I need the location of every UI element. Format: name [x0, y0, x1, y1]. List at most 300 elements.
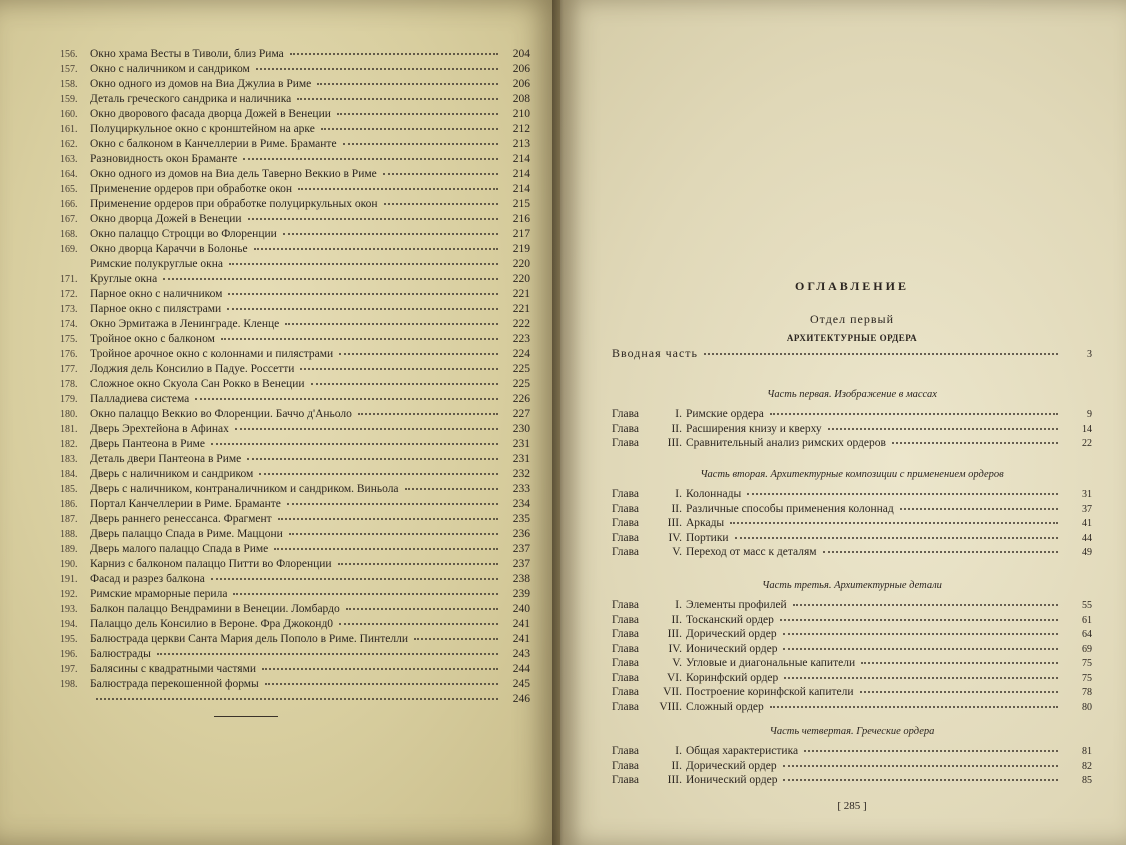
chapter-numeral: III. [667, 437, 682, 449]
chapter-label: Глава [612, 488, 640, 500]
chapter-numeral: III. [667, 774, 682, 786]
dot-leader [414, 637, 498, 640]
chapter-page: 75 [1082, 672, 1092, 684]
figure-page: 241 [512, 618, 530, 630]
chapter-title: Дорический ордер [686, 628, 777, 640]
chapter-label: Глава [612, 408, 640, 420]
figure-title: Балюстрады [90, 648, 151, 660]
chapter-page: 44 [1082, 532, 1092, 544]
figure-title: Римские мраморные перила [90, 588, 228, 600]
chapter-label: Глава [612, 671, 640, 684]
dot-leader [828, 427, 1058, 430]
chapter-label: Глава [612, 745, 640, 757]
figure-number: 174. [60, 319, 78, 330]
division-title: Отдел первый [809, 312, 895, 326]
figure-row [60, 377, 530, 392]
chapter-numeral: I. [675, 599, 682, 611]
figure-row [60, 257, 530, 272]
dot-leader [227, 307, 498, 310]
chapter-title: Сложный ордер [686, 700, 764, 713]
figure-title: Дверь малого палаццо Спада в Риме [90, 543, 269, 555]
figure-row [60, 272, 530, 287]
figure-title: Применение ордеров при обработке полуциркульных окон [90, 198, 378, 210]
chapter-label: Глава [612, 437, 640, 449]
chapter-title: Сравнительный анализ римских ордеров [686, 437, 886, 449]
figure-number: 160. [60, 109, 78, 120]
figure-row [60, 527, 530, 542]
figure-title: Деталь греческого сандрика и наличника [90, 93, 292, 105]
figure-row [60, 632, 530, 647]
chapter-page: 37 [1082, 503, 1092, 515]
figure-title: Окно одного из домов на Виа Джулиа в Риме [90, 78, 312, 90]
dot-leader [297, 97, 498, 100]
figure-number: 176. [60, 349, 78, 360]
chapter-numeral: V. [672, 657, 682, 669]
chapter-title: Коринфский ордер [686, 671, 779, 684]
chapter-label: Глава [612, 613, 640, 626]
dot-leader [730, 521, 1058, 524]
figure-title: Разновидность окон Браманте [90, 153, 238, 165]
chapter-title: Угловые и диагональные капители [686, 657, 856, 669]
toc-chapter-row [612, 744, 1092, 759]
toc-chapter-row [612, 502, 1092, 517]
figure-title: Палаццо дель Консилио в Вероне. Фра Джоконд0 [90, 618, 334, 630]
dot-leader [247, 457, 498, 460]
figure-number: 184. [60, 469, 78, 480]
chapter-title: Общая характеристика [686, 745, 799, 757]
chapter-numeral: IV. [668, 642, 682, 655]
dot-leader [783, 647, 1058, 650]
figure-row [60, 692, 530, 707]
figure-number: 163. [60, 154, 78, 165]
chapter-page: 14 [1082, 423, 1092, 435]
figure-page: 231 [512, 453, 530, 465]
figure-number: 193. [60, 604, 78, 615]
figure-page: 235 [512, 513, 530, 525]
figure-row [60, 392, 530, 407]
figure-page: 213 [512, 138, 530, 150]
figure-number: 164. [60, 169, 78, 180]
figure-number: 181. [60, 424, 78, 435]
figure-page: 246 [512, 693, 530, 705]
dot-leader [860, 690, 1059, 693]
figure-number: 162. [60, 139, 78, 150]
figure-title: Окно дворового фасада дворца Дожей в Венеции [90, 108, 331, 120]
figure-title: Применение ордеров при обработке окон [90, 183, 293, 195]
chapter-page: 85 [1082, 775, 1092, 786]
figure-title: Парное окно с наличником [90, 288, 223, 300]
chapter-label: Глава [612, 422, 640, 435]
chapter-label: Глава [612, 628, 640, 640]
chapter-title: Расширения книзу и кверху [686, 422, 822, 435]
chapter-numeral: V. [672, 546, 682, 558]
chapter-label: Глава [612, 700, 640, 713]
subdivision-title: АРХИТЕКТУРНЫЕ ОРДЕРА [786, 333, 918, 343]
dot-leader [892, 441, 1058, 444]
figure-title: Парное окно с пилястрами [90, 303, 222, 315]
figure-page: 221 [512, 288, 530, 300]
chapter-title: Элементы профилей [686, 599, 787, 611]
figure-row [60, 602, 530, 617]
figure-title: Окно дворца Дожей в Венеции [90, 213, 242, 225]
toc-chapter-row [612, 627, 1092, 642]
chapter-label: Глава [612, 517, 640, 529]
dot-leader [704, 352, 1058, 355]
dot-leader [339, 622, 498, 625]
figure-row [60, 287, 530, 302]
chapter-numeral: II. [671, 613, 682, 626]
toc-chapter-row [612, 700, 1092, 715]
toc-intro-row [612, 346, 1092, 362]
chapter-page: 41 [1082, 518, 1092, 529]
dot-leader [784, 676, 1058, 679]
figure-title: Тройное арочное окно с колоннами и пилястрами [90, 348, 334, 360]
chapter-numeral: I. [675, 488, 682, 500]
figure-number: 182. [60, 439, 78, 450]
figure-row [60, 197, 530, 212]
figure-title: Окно Эрмитажа в Ленинграде. Кленце [90, 318, 280, 330]
figure-row [60, 467, 530, 482]
toc-chapter-row [612, 656, 1092, 671]
figure-page: 216 [512, 213, 530, 225]
figure-row [60, 317, 530, 332]
figure-page: 234 [512, 498, 530, 510]
toc-chapter-row [612, 487, 1092, 502]
dot-leader [262, 667, 498, 670]
chapter-label: Глава [612, 599, 640, 611]
figure-page: 223 [512, 333, 530, 345]
dot-leader [228, 292, 498, 295]
figure-number: 177. [60, 364, 78, 375]
dot-leader [405, 487, 498, 490]
dot-leader [804, 749, 1058, 752]
figure-page: 245 [512, 678, 530, 690]
chapter-title: Дорический ордер [686, 759, 777, 772]
dot-leader [321, 127, 498, 130]
dot-leader [783, 764, 1058, 767]
figure-title: Окно храма Весты в Тиволи, близ Рима [90, 48, 284, 60]
chapter-title: Колоннады [686, 488, 742, 500]
chapter-page: 31 [1082, 489, 1092, 500]
chapter-title: Римские ордера [686, 408, 764, 420]
figure-page: 220 [512, 273, 530, 285]
figure-row [60, 302, 530, 317]
chapter-title: Различные способы применения колоннад [686, 502, 894, 515]
figure-page: 219 [512, 243, 530, 255]
figure-number: 180. [60, 409, 78, 420]
figure-title: Римские полукруглые окна [90, 258, 224, 270]
figure-number: 166. [60, 199, 78, 210]
dot-leader [780, 618, 1058, 621]
dot-leader [254, 247, 498, 250]
figure-page: 214 [512, 153, 530, 165]
chapter-label: Глава [612, 759, 640, 772]
chapter-label: Глава [612, 686, 640, 698]
toc-chapter-row [612, 613, 1092, 628]
figure-row [60, 227, 530, 242]
figure-title: Балясины с квадратными частями [90, 663, 257, 675]
figure-page: 212 [512, 123, 530, 135]
chapter-page: 55 [1082, 600, 1092, 611]
figure-number: 183. [60, 454, 78, 465]
chapter-page: 78 [1082, 687, 1092, 698]
dot-leader [259, 472, 498, 475]
figure-title: Дверь Пантеона в Риме [90, 438, 205, 450]
chapter-label: Глава [612, 642, 640, 655]
figure-number: 159. [60, 94, 78, 105]
figure-page: 240 [512, 603, 530, 615]
figure-title: Окно одного из домов на Виа дель Таверно Веккио в Риме [90, 168, 377, 180]
figure-number: 168. [60, 229, 78, 240]
dot-leader [900, 507, 1058, 510]
figure-row [60, 152, 530, 167]
dot-leader [235, 427, 498, 430]
dot-leader [783, 632, 1058, 635]
figure-number: 189. [60, 544, 78, 555]
figure-title: Портал Канчеллерии в Риме. Браманте [90, 498, 281, 510]
figure-page: 206 [512, 63, 530, 75]
chapter-numeral: II. [671, 759, 682, 772]
figure-page: 236 [512, 528, 530, 540]
dot-leader [285, 322, 498, 325]
figure-title: Окно палаццо Строцци во Флоренции [90, 228, 277, 240]
chapter-label: Глава [612, 657, 640, 669]
figure-title: Окно палаццо Веккио во Флоренции. Баччо д'Аньоло [90, 408, 352, 420]
figure-row [60, 347, 530, 362]
figure-number: 167. [60, 214, 78, 225]
dot-leader [265, 682, 498, 685]
figure-title: Тройное окно с балконом [90, 333, 215, 345]
chapter-numeral: I. [675, 408, 682, 420]
chapter-numeral: IV. [668, 531, 682, 544]
part-title: Часть первая. Изображение в массах [767, 389, 937, 400]
figure-number: 196. [60, 649, 78, 660]
figure-page: 217 [512, 228, 530, 240]
dot-leader [233, 592, 498, 595]
dot-leader [248, 217, 498, 220]
chapter-page: 49 [1082, 547, 1092, 558]
dot-leader [861, 661, 1058, 664]
figure-title: Деталь двери Пантеона в Риме [90, 453, 242, 465]
toc-heading: ОГЛАВЛЕНИЕ [795, 279, 909, 293]
figure-title: Дверь с наличником, контраналичником и сандриком. Виньола [90, 483, 399, 495]
chapter-title: Ионический ордер [686, 642, 778, 655]
figure-row [60, 122, 530, 137]
dot-leader [793, 603, 1058, 606]
toc-chapter-row [612, 671, 1092, 686]
chapter-title: Переход от масс к деталям [686, 546, 817, 558]
toc-intro-title: Вводная часть [612, 346, 699, 360]
toc-intro-page: 3 [1087, 349, 1092, 360]
figure-row [60, 362, 530, 377]
figure-page: 226 [512, 393, 530, 405]
figure-number: 158. [60, 79, 78, 90]
figure-row [60, 677, 530, 692]
figure-title: Балюстрада церкви Санта Мария дель Пополо в Риме. Пинтелли [90, 633, 408, 645]
chapter-numeral: VI. [666, 671, 682, 684]
figure-page: 225 [512, 378, 530, 390]
part-title: Часть четвертая. Греческие ордера [769, 726, 935, 737]
chapter-page: 75 [1082, 658, 1092, 669]
figure-number: 190. [60, 559, 78, 570]
figure-list [60, 47, 530, 707]
figure-row [60, 92, 530, 107]
figure-number: 165. [60, 184, 78, 195]
chapter-page: 64 [1082, 629, 1092, 640]
figure-title: Балкон палаццо Вендрамини в Венеции. Ломбардо [90, 603, 340, 615]
dot-leader [243, 157, 498, 160]
dot-leader [289, 532, 498, 535]
figure-page: 220 [512, 258, 530, 270]
figure-page: 222 [512, 318, 530, 330]
chapter-title: Построение коринфской капители [686, 686, 854, 698]
figure-row [60, 107, 530, 122]
left-page [0, 0, 560, 845]
figure-number: 188. [60, 529, 78, 540]
figure-number: 178. [60, 379, 78, 390]
figure-row [60, 557, 530, 572]
figure-number: 179. [60, 394, 78, 405]
figure-number: 187. [60, 514, 78, 525]
chapter-title: Аркады [686, 517, 725, 529]
dot-leader [163, 277, 498, 280]
chapter-numeral: III. [667, 628, 682, 640]
figure-page: 243 [512, 648, 530, 660]
dot-leader [337, 112, 498, 115]
figure-page: 214 [512, 183, 530, 195]
chapter-title: Тосканский ордер [686, 613, 774, 626]
chapter-page: 69 [1082, 643, 1092, 655]
toc-chapter-row [612, 531, 1092, 546]
figure-number: 156. [60, 49, 78, 60]
figure-page: 221 [512, 303, 530, 315]
figure-page: 208 [512, 93, 530, 105]
figure-page: 244 [512, 663, 530, 675]
dot-leader [338, 562, 498, 565]
figure-title: Окно с балконом в Канчеллерии в Риме. Браманте [90, 138, 337, 150]
figure-page: 239 [512, 588, 530, 600]
figure-row [60, 167, 530, 182]
figure-title: Круглые окна [90, 273, 158, 285]
figure-page: 227 [512, 408, 530, 420]
figure-title: Палладиева система [90, 393, 190, 405]
chapter-page: 9 [1087, 409, 1092, 420]
figure-page: 210 [512, 108, 530, 120]
toc-chapter-row [612, 642, 1092, 657]
dot-leader [283, 232, 498, 235]
figure-row [60, 422, 530, 437]
chapter-numeral: VII. [663, 686, 682, 698]
dot-leader [317, 82, 498, 85]
figure-page: 238 [512, 573, 530, 585]
figure-page: 241 [512, 633, 530, 645]
figure-row [60, 182, 530, 197]
figure-title: Дверь с наличником и сандриком [90, 468, 254, 480]
figure-row [60, 137, 530, 152]
figure-title: Дверь Эрехтейона в Афинах [90, 423, 229, 435]
figure-row [60, 482, 530, 497]
toc-chapter-row [612, 407, 1092, 422]
figure-page: 237 [512, 543, 530, 555]
dot-leader [783, 778, 1058, 781]
part-title: Часть третья. Архитектурные детали [762, 580, 942, 591]
figure-row [60, 452, 530, 467]
figure-title: Дверь палаццо Спада в Риме. Маццони [90, 528, 283, 540]
dot-leader [311, 382, 498, 385]
figure-page: 233 [512, 483, 530, 495]
figure-row [60, 47, 530, 62]
dot-leader [195, 397, 498, 400]
dot-leader [256, 67, 498, 70]
figure-number: 161. [60, 124, 78, 135]
figure-number: 194. [60, 619, 78, 630]
dot-leader [211, 442, 498, 445]
dot-leader [298, 187, 498, 190]
dot-leader [747, 492, 1058, 495]
dot-leader [823, 550, 1058, 553]
figure-row [60, 497, 530, 512]
figure-title: Полуциркульное окно с кронштейном на арке [90, 123, 315, 135]
figure-number: 172. [60, 289, 78, 300]
figure-page: 214 [512, 168, 530, 180]
figure-title: Фасад и разрез балкона [90, 573, 205, 585]
figure-title: Карниз с балконом палаццо Питти во Флоренции [90, 558, 332, 570]
dot-leader [274, 547, 498, 550]
chapter-label: Глава [612, 502, 640, 515]
figure-title: Окно дворца Караччи в Болонье [90, 243, 248, 255]
figure-title: Лоджия дель Консилио в Падуе. Россетти [90, 363, 295, 375]
figure-page: 206 [512, 78, 530, 90]
figure-title: Окно с наличником и сандриком [90, 63, 250, 75]
toc-chapter-row [612, 759, 1092, 774]
figure-number: 191. [60, 574, 78, 585]
toc-chapter-row [612, 422, 1092, 437]
toc-chapter-row [612, 598, 1092, 613]
page-folio: [ 285 ] [837, 800, 867, 812]
figure-number: 169. [60, 244, 78, 255]
figure-title: Сложное окно Скуола Сан Рокко в Венеции [90, 378, 305, 390]
dot-leader [770, 705, 1058, 708]
dot-leader [770, 412, 1058, 415]
figure-page: 225 [512, 363, 530, 375]
dot-leader [358, 412, 498, 415]
figure-number: 173. [60, 304, 78, 315]
dot-leader [278, 517, 498, 520]
figure-row [60, 212, 530, 227]
chapter-numeral: I. [675, 745, 682, 757]
toc-chapter-row [612, 516, 1092, 531]
figure-page: 204 [512, 48, 530, 60]
figure-row [60, 62, 530, 77]
chapter-page: 82 [1082, 760, 1092, 772]
toc-chapter-row [612, 436, 1092, 451]
chapter-title: Портики [686, 531, 729, 544]
chapter-label: Глава [612, 531, 640, 544]
dot-leader [384, 202, 498, 205]
figure-number: 197. [60, 664, 78, 675]
dot-leader [157, 652, 498, 655]
figure-row [60, 542, 530, 557]
chapter-page: 80 [1082, 701, 1092, 713]
chapter-title: Ионический ордер [686, 774, 778, 786]
dot-leader [96, 697, 498, 700]
dot-leader [346, 607, 498, 610]
toc-chapter-row [612, 545, 1092, 560]
figure-number: 171. [60, 274, 78, 285]
figure-number: 198. [60, 679, 78, 690]
chapter-numeral: II. [671, 422, 682, 435]
dot-leader [221, 337, 498, 340]
